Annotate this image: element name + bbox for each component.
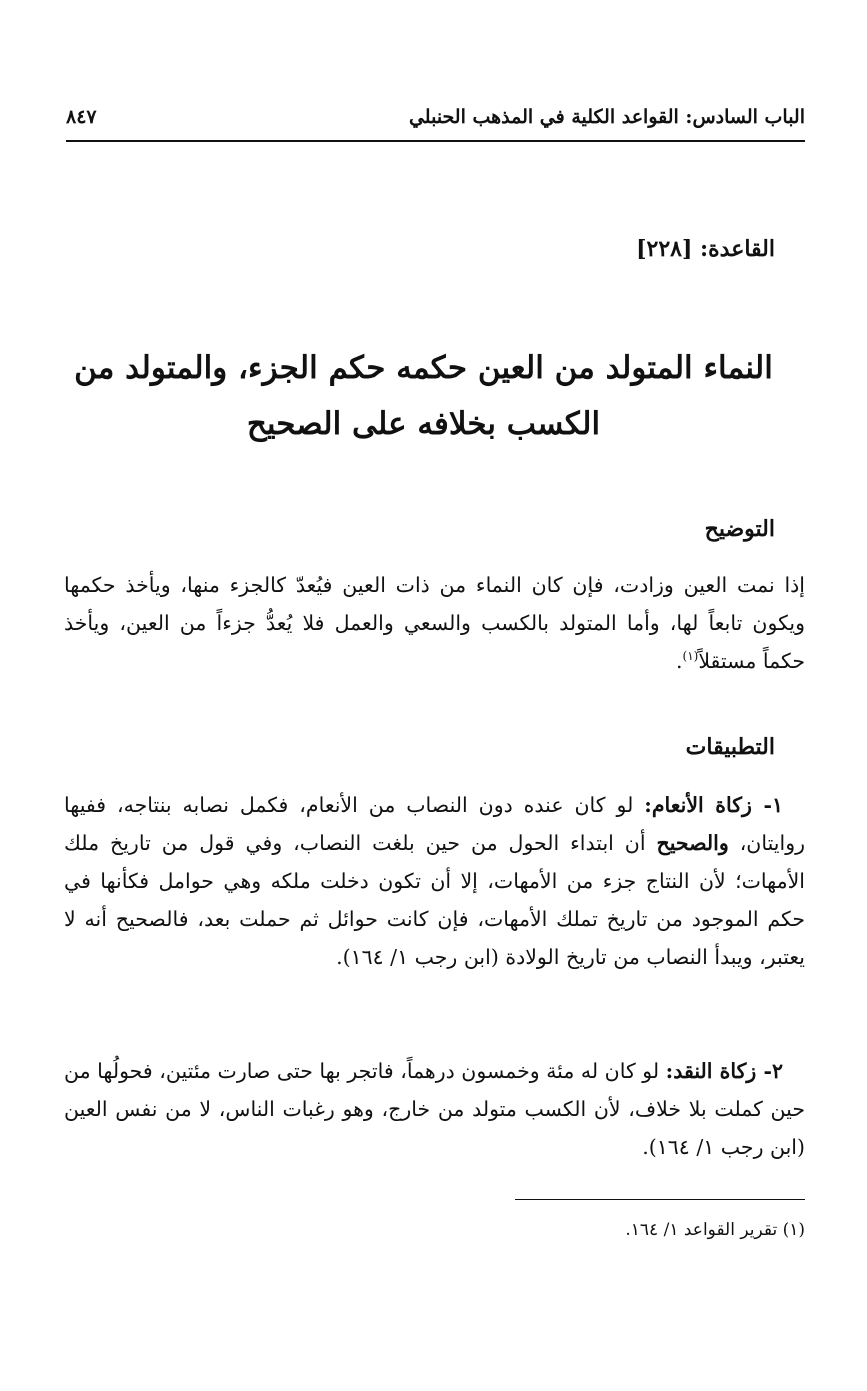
application-1-emphasis: والصحيح	[656, 831, 729, 855]
rule-number-label: القاعدة: [٢٢٨]	[636, 236, 775, 262]
footnote-reference: (١)	[682, 649, 699, 664]
explanation-text: إذا نمت العين وزادت، فإن كان النماء من ذات العين فيُعدّ كالجزء منها، ويأخذ حكمها ويكون تابعاً لها، وأما المتولد بالكسب والسعي والعمل فلا يُعدُّ جزءاً من العين، ويأخذ حكماً مستقلاً	[64, 573, 805, 673]
running-header	[66, 100, 805, 142]
application-item-1	[64, 786, 805, 976]
footnote: (١) تقرير القواعد ١/ ١٦٤.	[625, 1220, 805, 1240]
application-2-lead: ٢- زكاة النقد:	[665, 1059, 783, 1083]
application-1-text-a: لو كان عنده دون النصاب من الأنعام، فكمل نصابه بنتاجه، ففيها روايتان،	[64, 793, 805, 855]
page-number: ٨٤٧	[66, 106, 97, 128]
explanation-heading: التوضيح	[704, 516, 775, 542]
footnote-divider	[515, 1199, 805, 1200]
application-2-text: لو كان له مئة وخمسون درهماً، فاتجر بها حتى صارت مئتين، فحولُها من حين كملت بلا خلاف، لأن الكسب متولد من خارج، وهو رغبات الناس، لا من نفس العين (ابن رجب ١/ ١٦٤).	[64, 1059, 805, 1159]
explanation-end: .	[675, 649, 683, 673]
rule-title: النماء المتولد من العين حكمه حكم الجزء، والمتولد من الكسب بخلافه على الصحيح	[74, 350, 773, 442]
explanation-paragraph	[64, 566, 805, 680]
chapter-title: الباب السادس: القواعد الكلية في المذهب الحنبلي	[408, 106, 805, 128]
application-item-2	[64, 1052, 805, 1166]
application-1-text-b: أن ابتداء الحول من حين بلغت النصاب، وفي قول من تاريخ ملك الأمهات؛ لأن النتاج جزء من الأمهات، إلا أن تكون دخلت ملكه وهي حوامل فكأنها في حكم الموجود من تاريخ تملك الأمهات، فإن كانت حوائل ثم حملت بعد، فالصحيح أنه لا يعتبر، ويبدأ النصاب من تاريخ الولادة (ابن رجب ١/ ١٦٤).	[64, 831, 805, 969]
application-1-lead: ١- زكاة الأنعام:	[644, 793, 784, 817]
applications-heading: التطبيقات	[685, 734, 775, 760]
